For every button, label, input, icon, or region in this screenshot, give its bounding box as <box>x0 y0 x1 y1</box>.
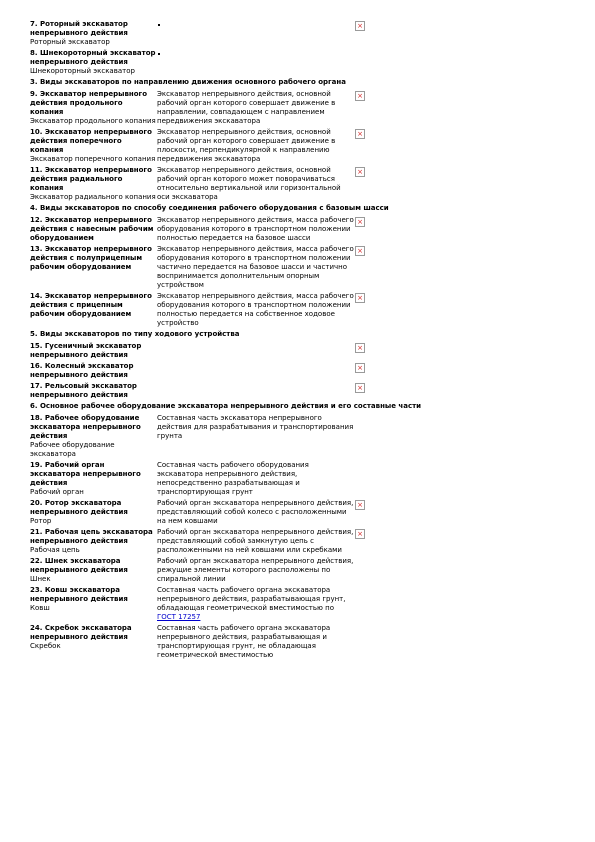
term-cell <box>30 362 157 380</box>
term-synonym: Шнекороторный экскаватор <box>30 67 135 75</box>
image-cell <box>355 557 375 584</box>
image-cell <box>355 342 375 360</box>
broken-image-icon[interactable]: × <box>355 383 365 393</box>
term-cell <box>30 586 157 622</box>
broken-image-icon[interactable]: × <box>355 129 365 139</box>
term-title: 8. Шнекороторный экскаватор непрерывного действия <box>30 49 156 66</box>
definition-cell <box>157 90 355 126</box>
image-cell <box>355 20 375 47</box>
term-title: 21. Рабочая цепь экскаватора непрерывного действия <box>30 528 153 545</box>
term-title: 12. Экскаватор непрерывного действия с навесным рабочим оборудованием <box>30 216 154 242</box>
term-title: 16. Колесный экскаватор непрерывного действия <box>30 362 134 379</box>
image-cell <box>355 528 375 555</box>
term-row <box>30 586 570 622</box>
definition-cell <box>157 20 355 47</box>
document-body <box>30 20 570 662</box>
broken-image-icon[interactable]: × <box>355 217 365 227</box>
definition-text: Рабочий орган экскаватора непрерывного действия, режущие элементы которого расположены по спиральной линии <box>157 557 354 583</box>
definition-cell <box>157 557 355 584</box>
term-title: 24. Скребок экскаватора непрерывного действия <box>30 624 132 641</box>
definition-cell <box>157 414 355 459</box>
definition-cell <box>157 461 355 497</box>
term-row <box>30 292 570 328</box>
definition-text: Экскаватор непрерывного действия, основной рабочий орган которого может поворачиваться относительно вертикальной или горизонтальной оси экскаватора <box>157 166 341 201</box>
broken-image-icon[interactable]: × <box>355 21 365 31</box>
term-title: 14. Экскаватор непрерывного действия с прицепным рабочим оборудованием <box>30 292 152 318</box>
definition-cell <box>157 586 355 622</box>
term-cell <box>30 557 157 584</box>
image-cell <box>355 461 375 497</box>
term-cell <box>30 382 157 400</box>
term-title: 13. Экскаватор непрерывного действия с полуприцепным рабочим оборудованием <box>30 245 152 271</box>
image-cell <box>355 382 375 400</box>
definition-text: Рабочий орган экскаватора непрерывного действия, представляющий собой замкнутую цепь с расположенными на ней ковшами или скребками <box>157 528 354 554</box>
broken-image-icon[interactable]: × <box>355 500 365 510</box>
broken-image-icon[interactable]: × <box>355 91 365 101</box>
term-row <box>30 499 570 526</box>
definition-text: Экскаватор непрерывного действия, основной рабочий орган которого совершает движение в направлении, совпадающем с направлением передвижения экскаватора <box>157 90 336 125</box>
definition-text: Составная часть рабочего органа экскаватора непрерывного действия, разрабатывающая грунт, обладающая геометрической вместимостью по <box>157 586 346 612</box>
image-cell <box>355 90 375 126</box>
term-row <box>30 166 570 202</box>
term-row <box>30 382 570 400</box>
term-cell <box>30 216 157 243</box>
term-cell <box>30 128 157 164</box>
section-heading: 5. Виды экскаваторов по типу ходового устройства <box>30 330 240 338</box>
term-cell <box>30 166 157 202</box>
term-row <box>30 414 570 459</box>
term-synonym: Шнек <box>30 575 51 583</box>
term-title: 18. Рабочее оборудование экскаватора непрерывного действия <box>30 414 141 440</box>
term-title: 9. Экскаватор непрерывного действия продольного копания <box>30 90 148 116</box>
term-title: 19. Рабочий орган экскаватора непрерывного действия <box>30 461 141 487</box>
definition-cell <box>157 128 355 164</box>
definition-text: Экскаватор непрерывного действия, масса рабочего оборудования которого в транспортном положении частично передается на базовое шасси и частично воспринимается дополнительным опорным устройством <box>157 245 354 289</box>
definition-text: Составная часть рабочего оборудования экскаватора непрерывного действия, непосредственно разрабатывающая и транспортирующая грунт <box>157 461 309 496</box>
section-heading: 4. Виды экскаваторов по способу соединения рабочего оборудования с базовым шасси <box>30 204 389 212</box>
term-title: 20. Ротор экскаватора непрерывного действия <box>30 499 128 516</box>
term-row <box>30 20 570 47</box>
term-synonym: Рабочий орган <box>30 488 84 496</box>
definition-cell <box>157 362 355 380</box>
gost-link[interactable]: ГОСТ 17257 <box>157 613 201 621</box>
term-cell <box>30 20 157 47</box>
term-synonym: Экскаватор поперечного копания <box>30 155 156 163</box>
term-synonym: Ковш <box>30 604 50 612</box>
definition-cell <box>157 382 355 400</box>
term-title: 17. Рельсовый экскаватор непрерывного действия <box>30 382 137 399</box>
term-row <box>30 557 570 584</box>
term-title: 15. Гусеничный экскаватор непрерывного действия <box>30 342 142 359</box>
definition-cell <box>157 499 355 526</box>
definition-text: Экскаватор непрерывного действия, основной рабочий орган которого совершает движение в плоскости, перпендикулярной к направлению передвижения экскаватора <box>157 128 336 163</box>
term-synonym: Экскаватор продольного копания <box>30 117 156 125</box>
definition-cell <box>157 166 355 202</box>
image-cell <box>355 128 375 164</box>
section-heading: 6. Основное рабочее оборудование экскаватора непрерывного действия и его составные части <box>30 402 422 410</box>
definition-text: Составная часть рабочего органа экскаватора непрерывного действия, разрабатывающая и транспортирующая грунт, не обладающая геометрической вместимостью <box>157 624 331 659</box>
term-row <box>30 245 570 290</box>
term-cell <box>30 342 157 360</box>
term-synonym: Рабочая цепь <box>30 546 80 554</box>
term-title: 10. Экскаватор непрерывного действия поперечного копания <box>30 128 152 154</box>
definition-text: Рабочий орган экскаватора непрерывного действия, представляющий собой колесо с расположенными на нем ковшами <box>157 499 354 525</box>
term-cell <box>30 461 157 497</box>
definition-cell <box>157 528 355 555</box>
term-row <box>30 461 570 497</box>
definition-text: Экскаватор непрерывного действия, масса рабочего оборудования которого в транспортном положении полностью передается на собственное ходовое устройство <box>157 292 354 327</box>
term-cell <box>30 90 157 126</box>
definition-text: Экскаватор непрерывного действия, масса рабочего оборудования которого в транспортном положении полностью передается на базовое шасси <box>157 216 354 242</box>
term-title: 22. Шнек экскаватора непрерывного действия <box>30 557 128 574</box>
definition-cell <box>157 292 355 328</box>
image-cell <box>355 499 375 526</box>
term-synonym: Ротор <box>30 517 52 525</box>
term-title: 7. Роторный экскаватор непрерывного действия <box>30 20 128 37</box>
term-row <box>30 49 570 76</box>
definition-cell <box>157 216 355 243</box>
broken-image-icon[interactable]: × <box>355 343 365 353</box>
broken-image-icon[interactable]: × <box>355 246 365 256</box>
image-cell <box>355 414 375 459</box>
definition-text: Составная часть экскаватора непрерывного действия для разрабатывания и транспортирования грунта <box>157 414 354 440</box>
term-synonym: Экскаватор радиального копания <box>30 193 156 201</box>
broken-image-icon[interactable]: × <box>355 293 365 303</box>
image-cell <box>355 586 375 622</box>
definition-cell <box>157 245 355 290</box>
image-cell <box>355 166 375 202</box>
definition-cell <box>157 342 355 360</box>
term-cell <box>30 528 157 555</box>
term-synonym: Рабочее оборудование экскаватора <box>30 441 115 458</box>
definition-cell <box>157 49 355 76</box>
term-cell <box>30 624 157 660</box>
term-title: 23. Ковш экскаватора непрерывного действия <box>30 586 128 603</box>
term-cell <box>30 49 157 76</box>
bullet-icon <box>158 53 160 55</box>
image-cell <box>355 216 375 243</box>
term-row <box>30 528 570 555</box>
term-row <box>30 362 570 380</box>
section-heading: 3. Виды экскаваторов по направлению движения основного рабочего органа <box>30 78 346 86</box>
image-cell <box>355 245 375 290</box>
broken-image-icon[interactable]: × <box>355 529 365 539</box>
term-synonym: Роторный экскаватор <box>30 38 110 46</box>
term-title: 11. Экскаватор непрерывного действия радиального копания <box>30 166 152 192</box>
definition-cell <box>157 624 355 660</box>
term-cell <box>30 499 157 526</box>
term-cell <box>30 414 157 459</box>
term-row <box>30 342 570 360</box>
term-row <box>30 216 570 243</box>
term-row <box>30 128 570 164</box>
image-cell <box>355 624 375 660</box>
term-cell <box>30 292 157 328</box>
bullet-icon <box>158 24 160 26</box>
term-synonym: Скребок <box>30 642 61 650</box>
term-row <box>30 624 570 660</box>
image-cell <box>355 49 375 76</box>
broken-image-icon[interactable]: × <box>355 363 365 373</box>
image-cell <box>355 292 375 328</box>
term-cell <box>30 245 157 290</box>
broken-image-icon[interactable]: × <box>355 167 365 177</box>
image-cell <box>355 362 375 380</box>
term-row <box>30 90 570 126</box>
